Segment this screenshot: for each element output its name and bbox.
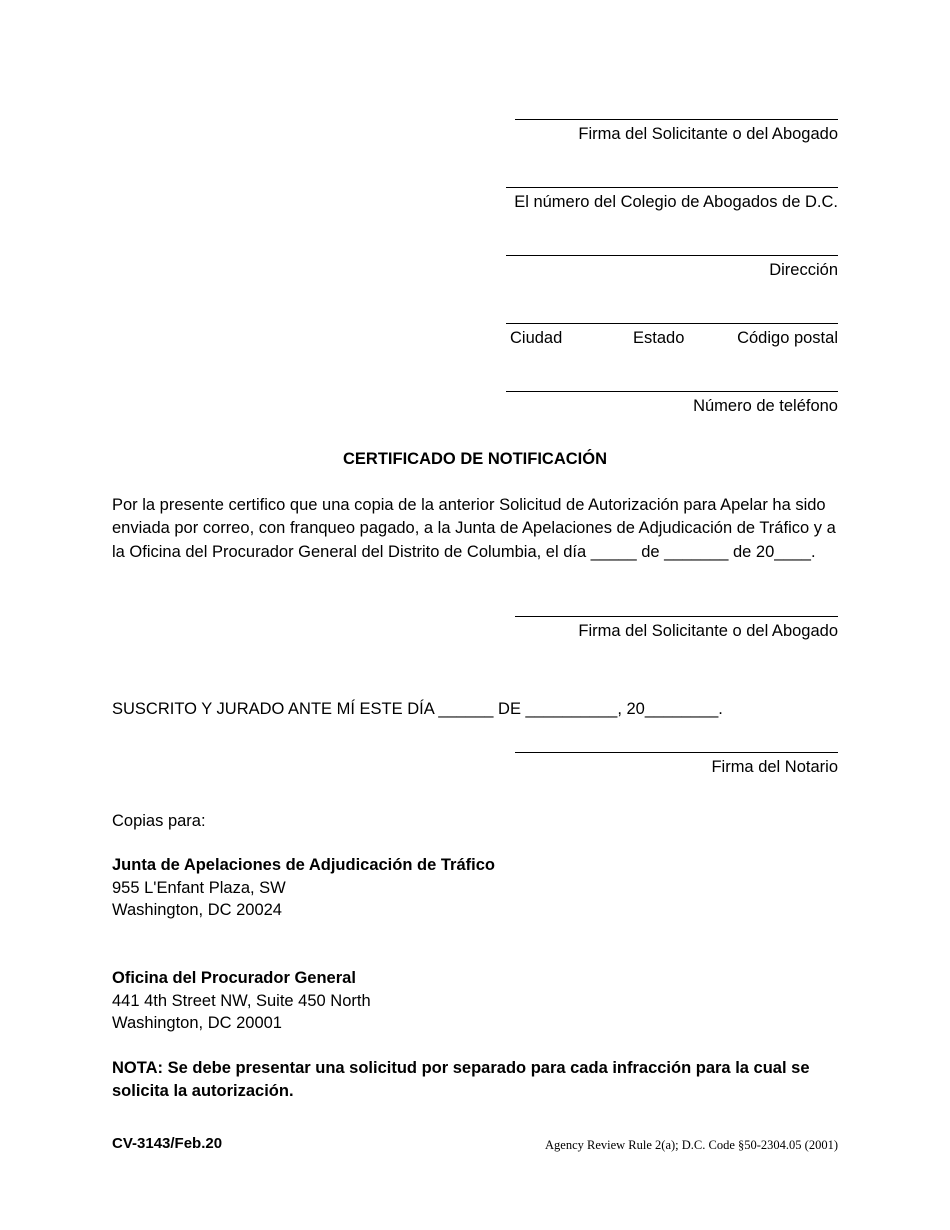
- notary-signature-line[interactable]: [515, 752, 838, 753]
- copies-heading: Copias para:: [112, 812, 206, 830]
- form-id: CV-3143/Feb.20: [112, 1135, 223, 1152]
- state-label: Estado: [633, 329, 685, 347]
- certificate-signature-label: Firma del Solicitante o del Abogado: [578, 622, 838, 640]
- certificate-signature-line[interactable]: [515, 616, 838, 617]
- certificate-signature-block: [515, 616, 838, 641]
- sworn-statement: SUSCRITO Y JURADO ANTE MÍ ESTE DÍA ______ DE __________, 20________.: [112, 700, 723, 718]
- recipient-address-line2: Washington, DC 20001: [112, 1014, 282, 1032]
- notary-signature-block: [515, 752, 838, 777]
- address-block: [506, 255, 838, 280]
- certificate-title: CERTIFICADO DE NOTIFICACIÓN: [343, 450, 607, 468]
- city-label: Ciudad: [510, 329, 563, 347]
- city-state-zip-block: [506, 323, 838, 348]
- city-state-zip-line[interactable]: [506, 323, 838, 324]
- filing-note: NOTA: Se debe presentar una solicitud por separado para cada infracción para la cual se solicita la autorización.: [112, 1059, 810, 1100]
- recipient-attorney-general: [112, 967, 371, 1035]
- zip-label: Código postal: [737, 329, 838, 347]
- phone-label: Número de teléfono: [693, 397, 838, 415]
- phone-block: [506, 391, 838, 416]
- notary-signature-label: Firma del Notario: [711, 758, 838, 776]
- recipient-address-line1: 441 4th Street NW, Suite 450 North: [112, 991, 371, 1010]
- bar-number-line[interactable]: [506, 187, 838, 188]
- certificate-body: Por la presente certifico que una copia de la anterior Solicitud de Autorización para Apelar ha sido enviada por correo, con franqueo pagado, a la Junta de Apelaciones de Adjudicación de Tráfico y a la Oficina del Procurador General del Distrito de Columbia, el día _____ de _______ de 20____.: [112, 496, 836, 561]
- phone-line[interactable]: [506, 391, 838, 392]
- recipient-name: Oficina del Procurador General: [112, 969, 356, 987]
- recipient-traffic-board: [112, 854, 495, 922]
- applicant-signature-block: [515, 119, 838, 144]
- address-line[interactable]: [506, 255, 838, 256]
- signature-line[interactable]: [515, 119, 838, 120]
- bar-number-label: El número del Colegio de Abogados de D.C.: [514, 193, 838, 211]
- recipient-name: Junta de Apelaciones de Adjudicación de Tráfico: [112, 856, 495, 874]
- recipient-address-line1: 955 L'Enfant Plaza, SW: [112, 878, 286, 897]
- legal-citation: Agency Review Rule 2(a); D.C. Code §50-2304.05 (2001): [545, 1138, 838, 1152]
- applicant-signature-label: Firma del Solicitante o del Abogado: [578, 125, 838, 143]
- address-label: Dirección: [769, 261, 838, 279]
- bar-number-block: [506, 187, 838, 212]
- recipient-address-line2: Washington, DC 20024: [112, 901, 282, 919]
